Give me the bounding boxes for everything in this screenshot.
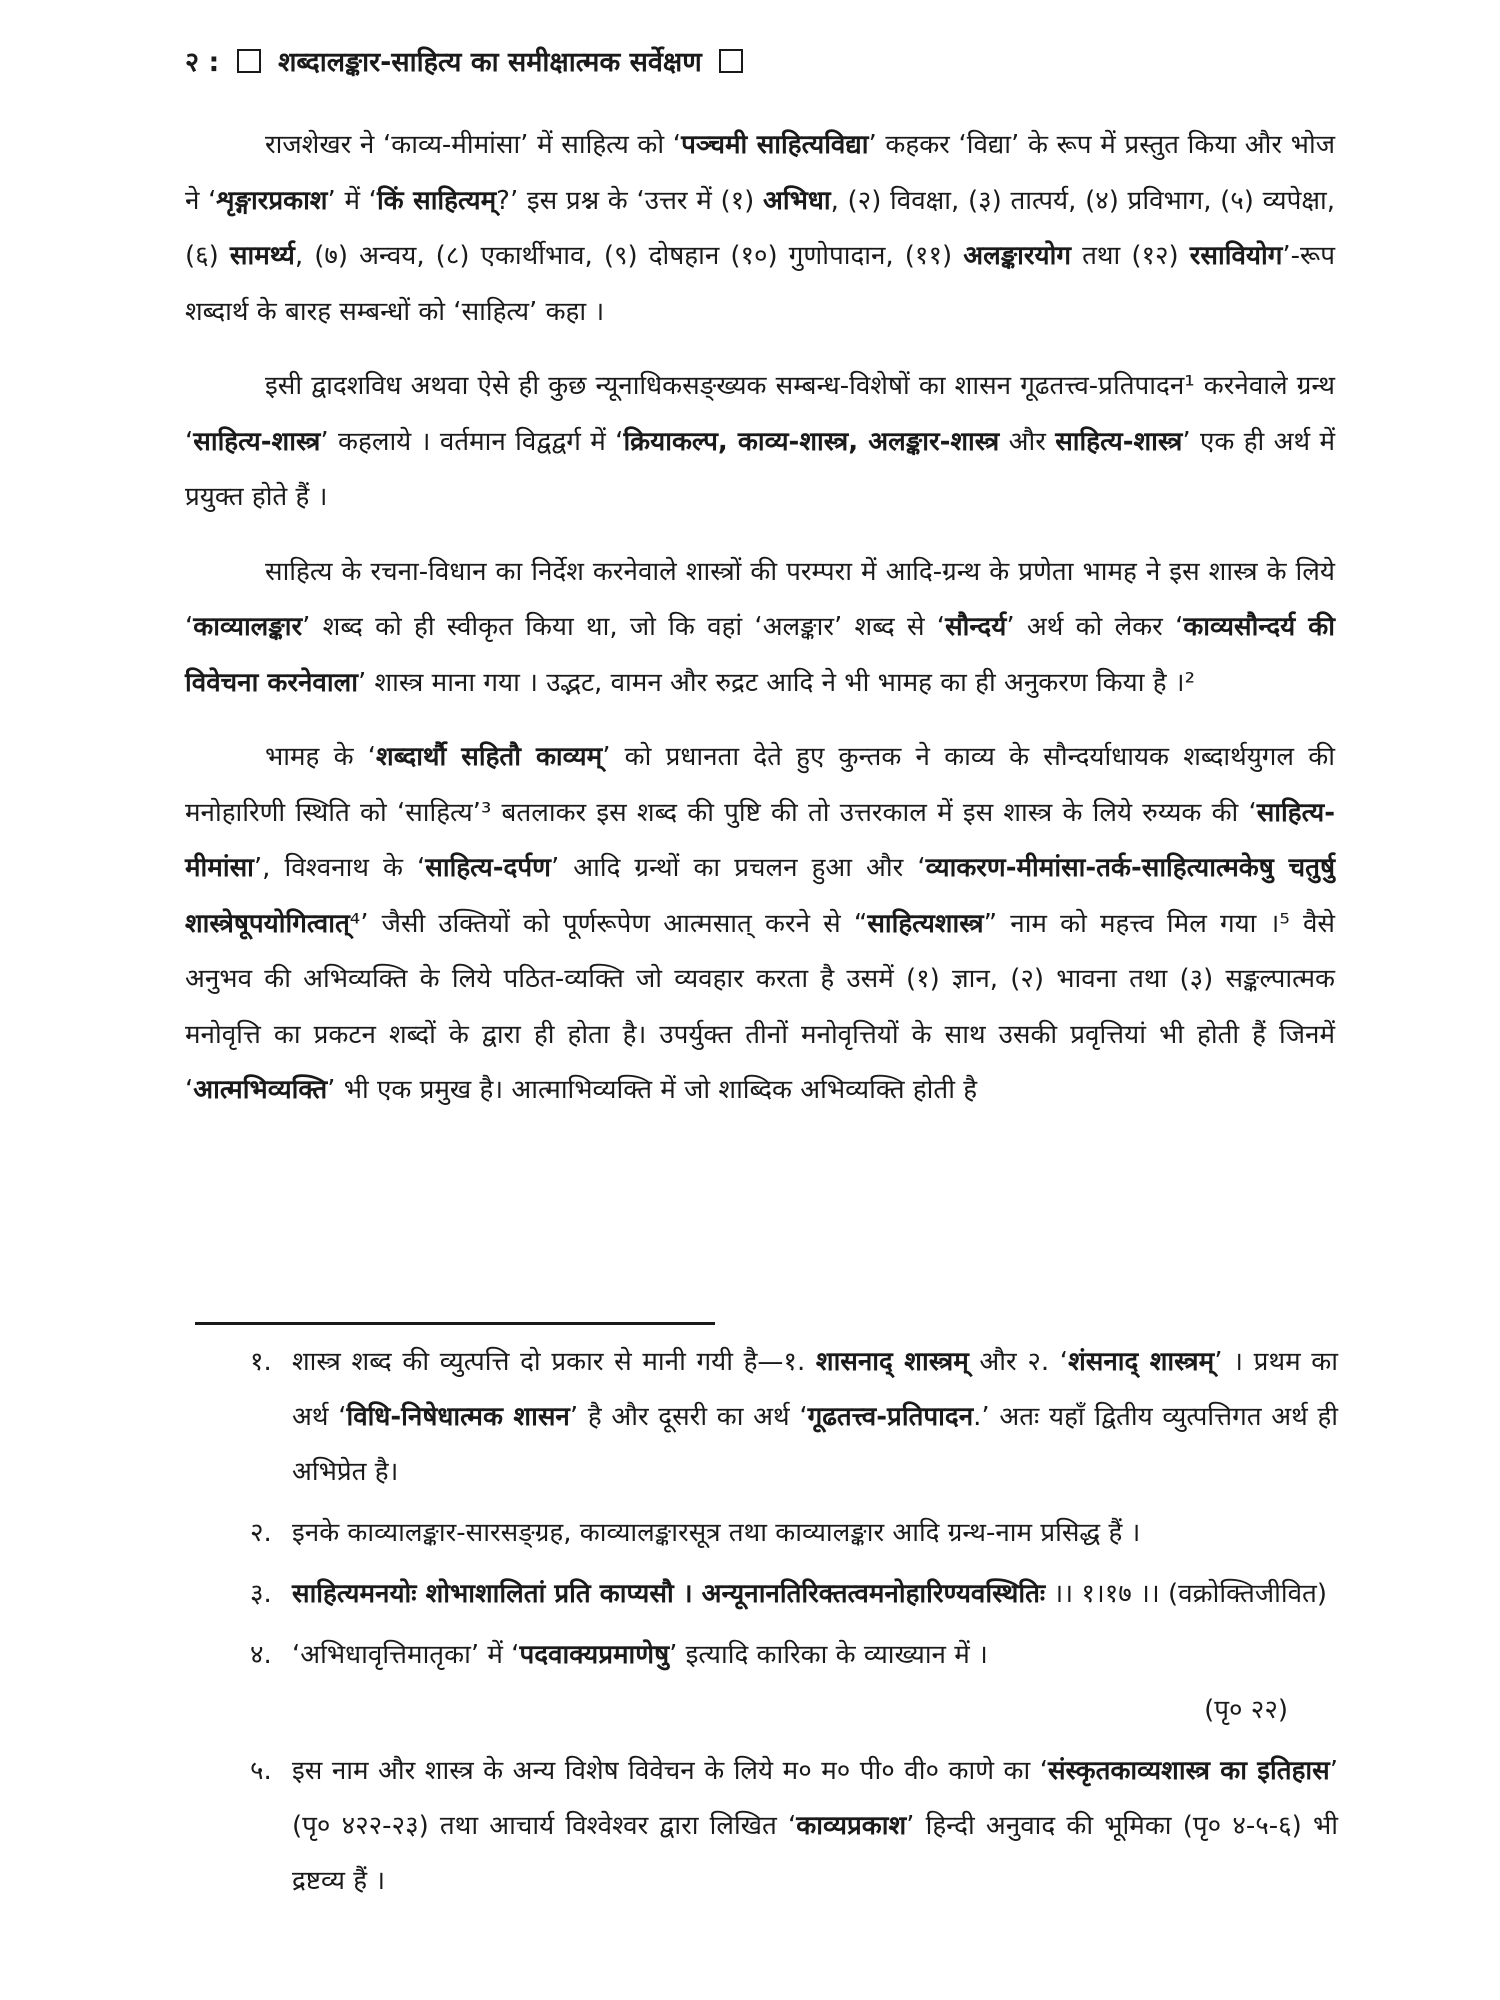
text-run: शास्त्र शब्द की व्युत्पत्ति दो प्रकार से मानी गयी है—१. [292,1347,816,1377]
text-run: ।। १।१७ ।। (वक्रोक्तिजीवित) [1045,1579,1328,1609]
text-run: ’ कहकर ‘विद्या’ के रूप में प्रस्तुत किया और भोज ने ‘ [185,130,1335,216]
emphasized-text: शब्दार्थौ सहितौ काव्यम् [376,742,603,772]
text-run: भामह के ‘ [265,742,377,772]
emphasized-text: व्याकरण-मीमांसा-तर्क-साहित्यात्मकेषु चतुर्षु शास्त्रेषूपयोगित्वात् [185,853,1336,939]
text-run: ” नाम को महत्त्व मिल गया ।⁵ वैसे अनुभव की अभिव्यक्ति के लिये पठित-व्यक्ति जो व्यवहार करता है उसमें (१) ज्ञान, (२) भावना तथा (३) सङ्कल्पात्मक मनोवृत्ति का प्रकटन शब्दों के द्वारा ही होता है। उपर्युक्त तीनों मनोवृत्तियों के साथ उसकी प्रवृत्तियां भी होती हैं जिनमें ‘ [185,908,1335,1105]
footnote-text [292,1347,1338,1487]
text-run: , (२) विवक्षा, (३) तात्पर्य, (४) प्रविभाग, (५) व्यपेक्षा, (६) [185,185,1336,271]
emphasized-text: साहित्यशास्त्र [867,908,984,939]
text-run: ’-रूप शब्दार्थ के बारह सम्बन्धों को ‘साहित्य’ कहा । [185,241,1335,327]
text-run: राजशेखर ने ‘काव्य-मीमांसा’ में साहित्य को ‘ [265,130,682,160]
footnote-number: २. [250,1518,272,1548]
text-run: ’ (पृ० ४२२-२३) तथा आचार्य विश्वेश्वर द्वारा लिखित ‘ [292,1756,1338,1841]
text-run: तथा (१२) [1071,241,1190,271]
text-run: और [999,426,1056,457]
footnote-text [292,1518,1140,1548]
emphasized-text: शंसनाद् शास्त्रम् [1068,1347,1215,1377]
emphasized-text: पञ्चमी साहित्यविद्या [681,130,869,160]
text-run: इनके काव्यालङ्कार-सारसङ्ग्रह, काव्यालङ्कारसूत्र तथा काव्यालङ्कार आदि ग्रन्थ-नाम प्रसिद्ध हैं । [292,1518,1141,1548]
footnote-rule [195,1322,715,1325]
text-run: , (७) अन्वय, (८) एकार्थीभाव, (९) दोषहान (१०) गुणोपादान, (११) [294,241,964,271]
footnote-text [292,1579,1327,1609]
emphasized-text: काव्यालङ्कार [193,612,303,642]
page-number: २ : [185,47,220,78]
paragraph [185,118,1335,340]
text-run: इसी द्वादशविध अथवा ऐसे ही कुछ न्यूनाधिकसङ्ख्यक सम्बन्ध-विशेषों का शासन गूढतत्त्व-प्रतिपादन¹ करनेवाले ग्रन्थ ‘ [185,371,1335,457]
emphasized-text: सौन्दर्य [945,612,1007,642]
paragraph [185,359,1335,526]
footnote [250,1506,1338,1561]
running-header [185,38,1335,88]
text-run: ’ है और दूसरी का अर्थ ‘ [569,1402,808,1432]
footnote [250,1744,1338,1909]
emphasized-text: किं साहित्यम् [376,185,497,216]
text-run: इस नाम और शास्त्र के अन्य विशेष विवेचन के लिये म० म० पी० वी० काणे का ‘ [292,1756,1048,1786]
emphasized-text: आत्मभिव्यक्ति [193,1075,328,1105]
text-run: .’ अतः यहाँ द्वितीय व्युत्पत्तिगत अर्थ ही अभिप्रेत है। [292,1402,1338,1487]
header-title: शब्दालङ्कार-साहित्य का समीक्षात्मक सर्वेक्षण [278,47,702,78]
text-run: ’ को प्रधानता देते हुए कुन्तक ने काव्य के सौन्दर्याधायक शब्दार्थयुगल की मनोहारिणी स्थिति को ‘साहित्य’³ बतलाकर इस शब्द की पुष्टि की तो उत्तरकाल में इस शास्त्र के लिये रुय्यक की ‘ [185,742,1335,828]
emphasized-text: साहित्य-शास्त्र [1055,426,1183,457]
emphasized-text: विधि-निषेधात्मक शासन [346,1402,570,1432]
paragraph [185,730,1335,1119]
emphasized-text: काव्यसौन्दर्य की विवेचना करनेवाला [185,612,1335,698]
emphasized-text: संस्कृतकाव्यशास्त्र का इतिहास [1047,1756,1330,1786]
emphasized-text: शृङ्गारप्रकाश [216,185,328,216]
header-box-left [237,49,261,73]
text-run: ’ । प्रथम का अर्थ ‘ [292,1347,1338,1432]
paragraph [185,545,1335,712]
text-run: ‘अभिधावृत्तिमातृका’ में ‘ [292,1640,520,1670]
text-run: ’ हिन्दी अनुवाद की भूमिका (पृ० ४-५-६) भी द्रष्टव्य हैं । [292,1811,1338,1896]
text-run: ’ इत्यादि कारिका के व्याख्यान में । [669,1640,988,1670]
footnote [250,1567,1338,1622]
footnote-number: ५. [250,1756,272,1786]
text-run: ’ शब्द को ही स्वीकृत किया था, जो कि वहां ‘अलङ्कार’ शब्द से ‘ [302,612,946,642]
header-box-right [719,49,743,73]
footnote-number: ३. [250,1579,272,1609]
text-run: साहित्य के रचना-विधान का निर्देश करनेवाले शास्त्रों की परम्परा में आदि-ग्रन्थ के प्रणेता भामह ने इस शास्त्र के लिये ‘ [185,556,1335,642]
text-run: और २. ‘ [968,1347,1069,1377]
text-run: ’ अर्थ को लेकर ‘ [1006,612,1184,642]
text-run: ’ कहलाये । वर्तमान विद्वद्वर्ग में ‘ [320,426,624,457]
footnote [250,1335,1338,1500]
footnote-number: ४. [250,1640,272,1670]
emphasized-text: काव्यप्रकाश [796,1811,907,1841]
emphasized-text: साहित्य-मीमांसा [185,797,1335,883]
text-run: ⁴’ जैसी उक्तियों को पूर्णरूपेण आत्मसात् करने से “ [349,908,868,939]
footnote-page-reference: (पृ० २२) [1204,1695,1288,1725]
emphasized-text: रसावियोग [1189,241,1283,271]
emphasized-text: अलङ्कारयोग [963,241,1071,271]
emphasized-text: साहित्यमनयोः शोभाशालितां प्रति काप्यसौ । अन्यूनानतिरिक्तत्वमनोहारिण्यवस्थितिः [292,1579,1046,1609]
text-run: ?’ इस प्रश्न के ‘उत्तर में (१) [496,185,763,216]
body-text [185,118,1335,1138]
text-run: ’ एक ही अर्थ में प्रयुक्त होते हैं । [185,426,1335,512]
text-run: ’, विश्वनाथ के ‘ [253,853,426,883]
emphasized-text: साहित्य-दर्पण [425,853,551,883]
footnote [250,1628,1338,1738]
text-run: ’ शास्त्र माना गया । उद्भट, वामन और रुद्रट आदि ने भी भामह का ही अनुकरण किया है ।² [357,667,1196,698]
text-run: ’ आदि ग्रन्थों का प्रचलन हुआ और ‘ [550,853,926,883]
footnote-number: १. [250,1347,272,1377]
emphasized-text: पदवाक्यप्रमाणेषु [519,1640,670,1670]
footnotes [250,1335,1338,1915]
footnote-text [292,1640,988,1670]
emphasized-text: गूढतत्त्व-प्रतिपादन [807,1402,974,1432]
emphasized-text: सामर्थ्य [229,241,295,271]
emphasized-text: अभिधा [762,185,831,216]
emphasized-text: शासनाद् शास्त्रम् [815,1347,969,1377]
text-run: ’ भी एक प्रमुख है। आत्माभिव्यक्ति में जो शाब्दिक अभिव्यक्ति होती है [327,1075,978,1105]
emphasized-text: क्रियाकल्प, काव्य-शास्त्र, अलङ्कार-शास्त्र [623,426,1000,457]
footnote-text [292,1756,1338,1896]
text-run: ’ में ‘ [327,185,377,216]
emphasized-text: साहित्य-शास्त्र [193,426,321,457]
